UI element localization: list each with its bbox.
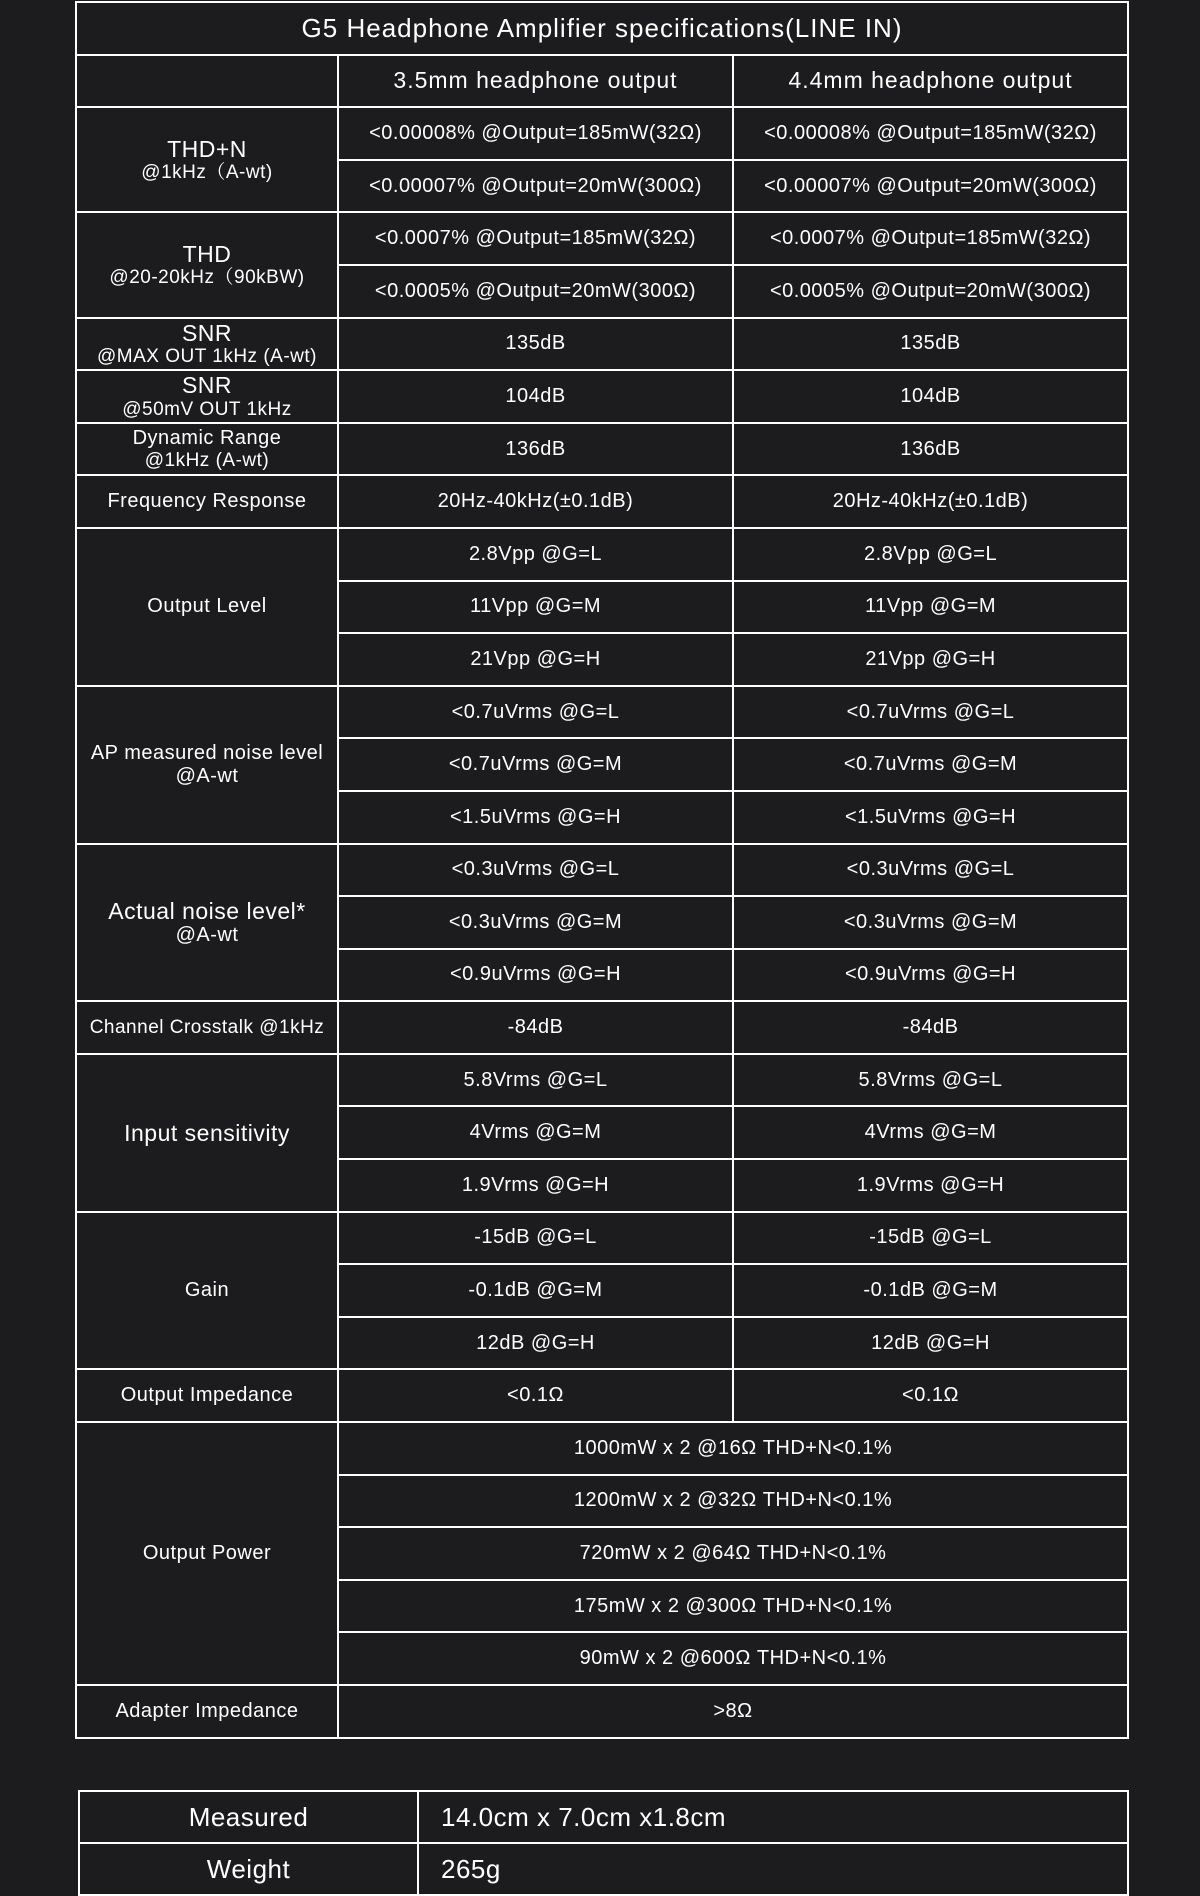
table-cell: 135dB — [733, 318, 1128, 371]
table-row — [76, 423, 1128, 476]
table-cell: 135dB — [338, 318, 733, 371]
row-label-sub: @A-wt — [175, 764, 239, 787]
row-label-main: Dynamic Range — [132, 426, 282, 449]
table-title: G5 Headphone Amplifier specifications(LINE IN) — [76, 2, 1128, 55]
dimensions-table — [78, 1790, 1129, 1896]
row-label-output-impedance: Output Impedance — [76, 1369, 338, 1422]
measured-label: Measured — [79, 1791, 418, 1843]
table-cell: <0.3uVrms @G=M — [338, 896, 733, 949]
table-cell: 136dB — [338, 423, 733, 476]
table-cell: <0.7uVrms @G=M — [338, 738, 733, 791]
header-empty-cell — [76, 55, 338, 108]
table-cell: 1200mW x 2 @32Ω THD+N<0.1% — [338, 1475, 1128, 1528]
row-label-input-sensitivity: Input sensitivity — [76, 1054, 338, 1212]
table-cell: <0.00008% @Output=185mW(32Ω) — [733, 107, 1128, 160]
table-cell: <0.7uVrms @G=M — [733, 738, 1128, 791]
table-cell: <0.3uVrms @G=L — [733, 844, 1128, 897]
column-header-row — [76, 55, 1128, 108]
row-label-main: THD+N — [167, 135, 247, 162]
table-cell: 11Vpp @G=M — [733, 581, 1128, 634]
table-cell: 90mW x 2 @600Ω THD+N<0.1% — [338, 1632, 1128, 1685]
table-cell: 136dB — [733, 423, 1128, 476]
spec-table — [75, 1, 1129, 1739]
title-row — [76, 2, 1128, 55]
table-cell: -15dB @G=L — [733, 1212, 1128, 1265]
table-cell: 2.8Vpp @G=L — [338, 528, 733, 581]
row-label-adapter-impedance: Adapter Impedance — [76, 1685, 338, 1738]
table-row — [76, 1001, 1128, 1054]
table-cell: 1.9Vrms @G=H — [338, 1159, 733, 1212]
table-cell: 5.8Vrms @G=L — [733, 1054, 1128, 1107]
table-cell: 12dB @G=H — [338, 1317, 733, 1370]
row-label-thd — [76, 212, 338, 317]
table-row — [76, 686, 1128, 739]
table-cell: <0.3uVrms @G=M — [733, 896, 1128, 949]
table-cell: -15dB @G=L — [338, 1212, 733, 1265]
table-cell: 720mW x 2 @64Ω THD+N<0.1% — [338, 1527, 1128, 1580]
table-cell: <1.5uVrms @G=H — [733, 791, 1128, 844]
table-cell: 12dB @G=H — [733, 1317, 1128, 1370]
table-row — [76, 475, 1128, 528]
row-label-main: Actual noise level* — [108, 897, 306, 924]
table-cell: <0.0005% @Output=20mW(300Ω) — [338, 265, 733, 318]
table-cell: 11Vpp @G=M — [338, 581, 733, 634]
table-cell: <0.7uVrms @G=L — [338, 686, 733, 739]
table-row — [76, 318, 1128, 371]
row-label-sub: @A-wt — [175, 924, 239, 947]
table-cell: -0.1dB @G=M — [338, 1264, 733, 1317]
table-row — [76, 1054, 1128, 1107]
table-row — [76, 1422, 1128, 1475]
table-cell: <0.00007% @Output=20mW(300Ω) — [733, 160, 1128, 213]
table-cell: -84dB — [338, 1001, 733, 1054]
table-cell: 1000mW x 2 @16Ω THD+N<0.1% — [338, 1422, 1128, 1475]
table-cell: <0.3uVrms @G=L — [338, 844, 733, 897]
table-row — [76, 1212, 1128, 1265]
row-label-frequency-response: Frequency Response — [76, 475, 338, 528]
table-row — [76, 1369, 1128, 1422]
table-row — [79, 1791, 1128, 1843]
table-row — [76, 370, 1128, 423]
table-cell: 175mW x 2 @300Ω THD+N<0.1% — [338, 1580, 1128, 1633]
table-row — [76, 844, 1128, 897]
row-label-snr-50mv — [76, 370, 338, 423]
table-cell: 5.8Vrms @G=L — [338, 1054, 733, 1107]
table-cell: <0.9uVrms @G=H — [338, 949, 733, 1002]
table-cell: <0.00007% @Output=20mW(300Ω) — [338, 160, 733, 213]
table-cell: -84dB — [733, 1001, 1128, 1054]
row-label-main: SNR — [181, 319, 233, 346]
row-label-output-level: Output Level — [76, 528, 338, 686]
row-label-dynamic-range — [76, 423, 338, 476]
row-label-ap-noise — [76, 686, 338, 844]
table-cell: 21Vpp @G=H — [733, 633, 1128, 686]
table-cell: <0.0005% @Output=20mW(300Ω) — [733, 265, 1128, 318]
row-label-snr-max — [76, 318, 338, 371]
table-cell: <1.5uVrms @G=H — [338, 791, 733, 844]
row-label-sub: @1kHz（A-wt) — [141, 162, 273, 184]
row-label-actual-noise — [76, 844, 338, 1002]
table-cell: <0.00008% @Output=185mW(32Ω) — [338, 107, 733, 160]
table-cell: 104dB — [733, 370, 1128, 423]
row-label-crosstalk: Channel Crosstalk @1kHz — [76, 1001, 338, 1054]
table-cell: 2.8Vpp @G=L — [733, 528, 1128, 581]
weight-value: 265g — [418, 1843, 1128, 1895]
row-label-main: SNR — [181, 372, 233, 399]
row-label-gain: Gain — [76, 1212, 338, 1370]
table-row — [79, 1843, 1128, 1895]
table-cell: <0.7uVrms @G=L — [733, 686, 1128, 739]
table-cell: 4Vrms @G=M — [338, 1106, 733, 1159]
table-cell: <0.0007% @Output=185mW(32Ω) — [733, 212, 1128, 265]
table-cell: <0.0007% @Output=185mW(32Ω) — [338, 212, 733, 265]
table-cell: <0.9uVrms @G=H — [733, 949, 1128, 1002]
table-row — [76, 1685, 1128, 1738]
weight-label: Weight — [79, 1843, 418, 1895]
table-cell: 20Hz-40kHz(±0.1dB) — [338, 475, 733, 528]
table-cell: 104dB — [338, 370, 733, 423]
row-label-sub: @20-20kHz（90kBW) — [109, 267, 305, 289]
column-header-3-5mm: 3.5mm headphone output — [338, 55, 733, 108]
row-label-output-power: Output Power — [76, 1422, 338, 1685]
table-cell: -0.1dB @G=M — [733, 1264, 1128, 1317]
measured-value: 14.0cm x 7.0cm x1.8cm — [418, 1791, 1128, 1843]
table-cell: 20Hz-40kHz(±0.1dB) — [733, 475, 1128, 528]
table-cell: <0.1Ω — [733, 1369, 1128, 1422]
row-label-sub: @MAX OUT 1kHz (A-wt) — [96, 346, 317, 368]
table-row — [76, 212, 1128, 265]
table-cell: <0.1Ω — [338, 1369, 733, 1422]
row-label-sub: @1kHz (A-wt) — [144, 449, 270, 471]
row-label-main: THD — [182, 240, 232, 267]
table-row — [76, 528, 1128, 581]
row-label-sub: @50mV OUT 1kHz — [122, 398, 292, 420]
row-label-main: AP measured noise level — [90, 741, 324, 764]
table-cell: 1.9Vrms @G=H — [733, 1159, 1128, 1212]
table-cell: 21Vpp @G=H — [338, 633, 733, 686]
table-cell: 4Vrms @G=M — [733, 1106, 1128, 1159]
column-header-4-4mm: 4.4mm headphone output — [733, 55, 1128, 108]
row-label-thdn — [76, 107, 338, 212]
table-cell: >8Ω — [338, 1685, 1128, 1738]
table-row — [76, 107, 1128, 160]
